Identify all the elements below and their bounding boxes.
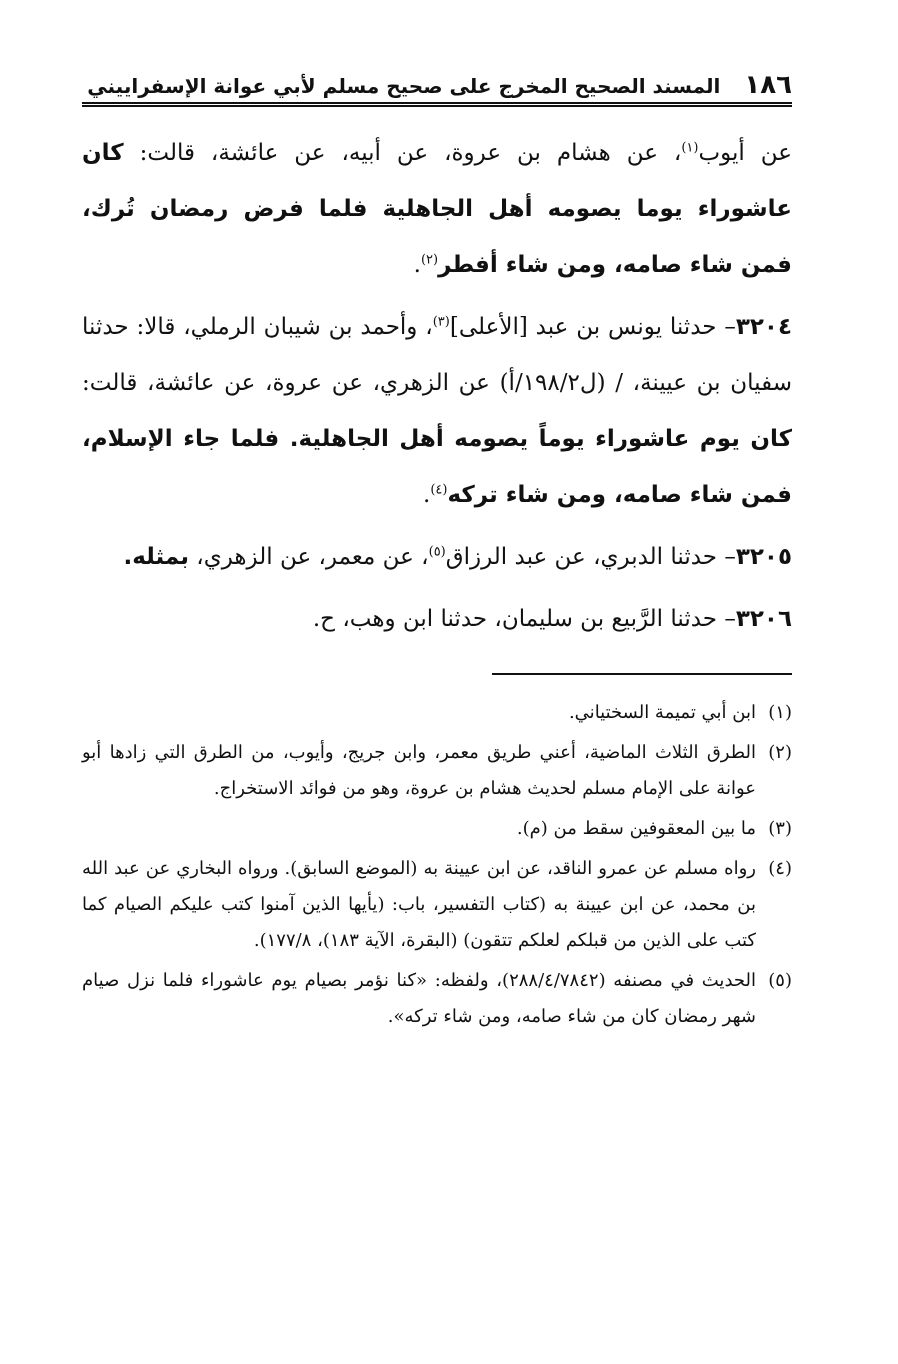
footnote-ref: (٢)	[420, 252, 439, 268]
footnote-mark: (٣)	[768, 818, 792, 839]
footnote	[82, 811, 792, 847]
text-segment: .	[423, 482, 431, 508]
footnote-divider	[492, 673, 792, 675]
text-segment: حدثنا يونس بن عبد [الأعلى]	[449, 314, 717, 340]
footnote-ref: (١)	[681, 140, 699, 156]
hadith-matn: كان عاشوراء يوما يصومه أهل الجاهلية فلما فرض رمضان تُرك، فمن شاء صامه، ومن شاء أفطر	[82, 140, 792, 278]
footnote-ref: (٤)	[430, 482, 448, 498]
text-segment: حدثنا الرَّبيع بن سليمان، حدثنا ابن وهب، ح.	[312, 606, 718, 632]
footnote	[82, 735, 792, 807]
hadith-matn: بمثله.	[123, 544, 189, 570]
footnote-text: ابن أبي تميمة السختياني.	[568, 702, 756, 723]
text-segment: .	[413, 252, 421, 278]
footnote-text: ما بين المعقوفين سقط من (م).	[516, 818, 756, 839]
dash: –	[716, 314, 736, 340]
footnotes	[82, 695, 792, 1035]
hadith-paragraph	[82, 591, 792, 647]
footnote	[82, 963, 792, 1035]
dash: –	[717, 544, 736, 570]
text-segment: حدثنا الدبري، عن عبد الرزاق	[445, 544, 718, 570]
hadith-matn: كان يوم عاشوراء يوماً يصومه أهل الجاهلية. فلما جاء الإسلام، فمن شاء صامه، ومن شاء تركه	[82, 426, 792, 508]
footnote-mark: (٥)	[768, 970, 792, 991]
hadith-paragraph	[82, 529, 792, 585]
footnote	[82, 851, 792, 959]
footnote-text: الطرق الثلاث الماضية، أعني طريق معمر، وابن جريج، وأيوب، من الطرق التي زادها أبو عوانة على الإمام مسلم لحديث هشام بن عروة، وهو من فوائد الاستخراج.	[82, 742, 756, 799]
footnote	[82, 695, 792, 731]
text-segment: عن أيوب	[698, 140, 792, 166]
footnote-ref: (٥)	[428, 544, 446, 560]
hadith-number: ٣٢٠٦	[735, 606, 792, 632]
hadith-number: ٣٢٠٤	[735, 314, 793, 340]
dash: –	[717, 606, 736, 632]
paragraph-continuation	[82, 125, 792, 293]
footnote-mark: (٤)	[768, 858, 792, 879]
hadith-paragraph	[82, 299, 792, 523]
footnote-text: الحديث في مصنفه (٢٨٨/٤/٧٨٤٢)، ولفظه: «كنا نؤمر بصيام يوم عاشوراء فلما نزل صيام شهر رمضان كان من شاء صامه، ومن شاء تركه».	[82, 970, 756, 1027]
page-header	[82, 60, 792, 107]
main-text	[82, 125, 792, 647]
hadith-number: ٣٢٠٥	[735, 544, 792, 570]
footnote-mark: (١)	[768, 702, 792, 723]
book-page	[82, 60, 792, 1039]
running-title: المسند الصحيح المخرج على صحيح مسلم لأبي عوانة الإسفراييني	[87, 74, 721, 98]
text-segment: ، وأحمد بن شيبان الرملي، قالا: حدثنا سفيان بن عيينة، / (ل١٩٨/٢/أ) عن الزهري، عن عروة، عن عائشة، قالت:	[82, 314, 792, 396]
text-segment: ، عن معمر، عن الزهري،	[189, 544, 429, 570]
text-segment: ، عن هشام بن عروة، عن أبيه، عن عائشة، قالت:	[123, 140, 682, 166]
footnote-mark: (٢)	[768, 742, 792, 763]
page-number: ١٨٦	[744, 70, 792, 100]
footnote-text: رواه مسلم عن عمرو الناقد، عن ابن عيينة به (الموضع السابق). ورواه البخاري عن عبد الله بن محمد، عن ابن عيينة به (كتاب التفسير، باب: (يأيها الذين آمنوا كتب عليكم الصيام كما كتب على الذين من قبلكم لعلكم تتقون) (البقرة، الآية ١٨٣)، ١٧٧/٨).	[82, 858, 756, 951]
footnote-ref: (٣)	[432, 314, 450, 330]
